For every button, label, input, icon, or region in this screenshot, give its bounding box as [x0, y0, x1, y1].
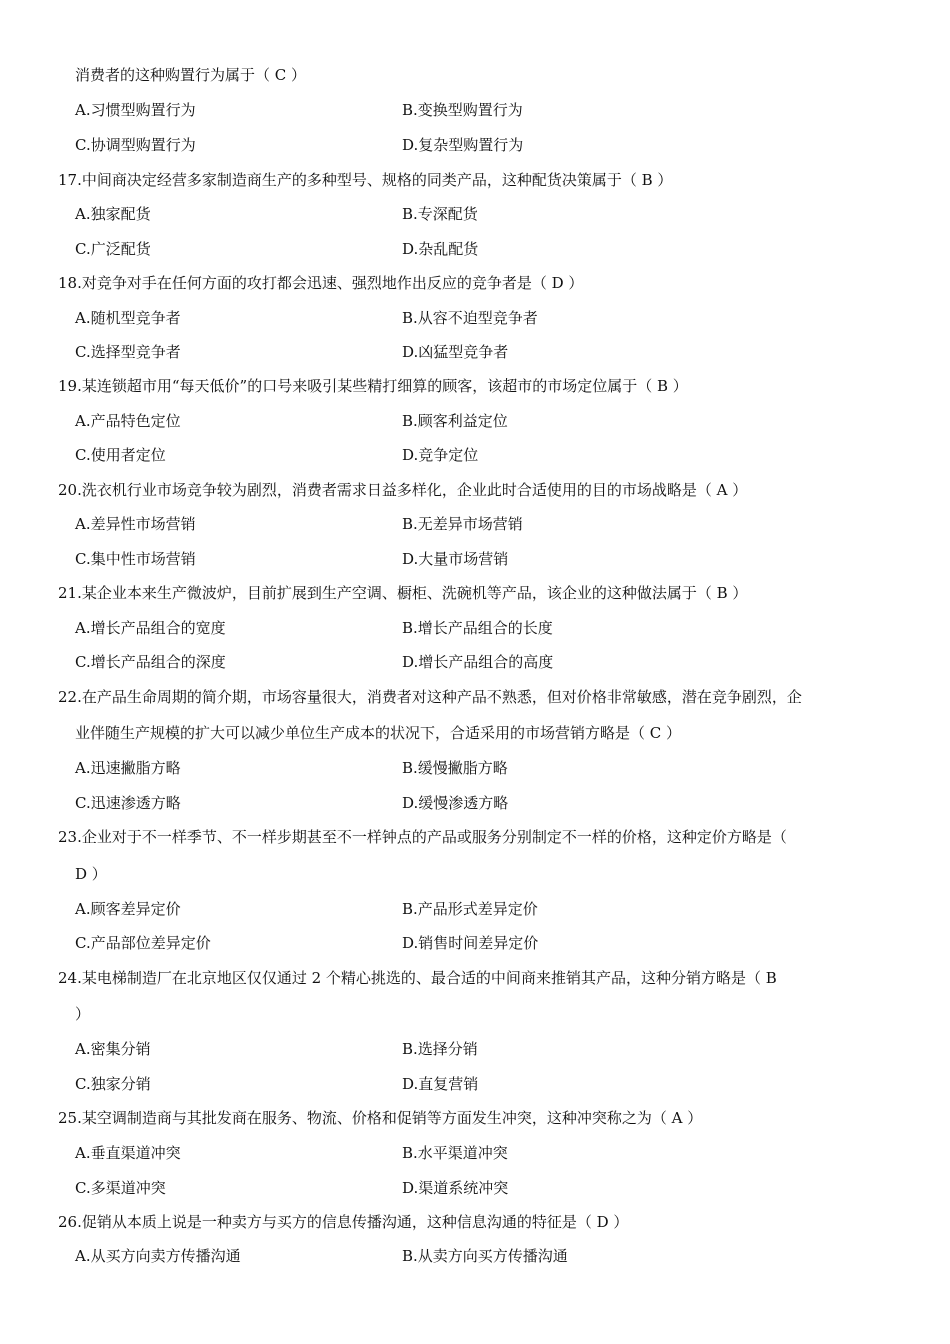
option-b: B.变换型购置行为 — [402, 101, 523, 119]
option-c: C.协调型购置行为 — [75, 136, 196, 154]
option-b: B.选择分销 — [402, 1040, 478, 1058]
option-d: D.销售时间差异定价 — [402, 934, 539, 952]
option-d: D.直复营销 — [402, 1075, 479, 1093]
option-d: D.缓慢渗透方略 — [402, 794, 509, 812]
option-a: A.习惯型购置行为 — [75, 101, 196, 119]
option-d: D.大量市场营销 — [402, 550, 509, 568]
question-24-continued: ） — [75, 1005, 91, 1023]
question-25: 25.某空调制造商与其批发商在服务、物流、价格和促销等方面发生冲突，这种冲突称之为（ A ） — [58, 1109, 703, 1127]
question-21: 21.某企业本来生产微波炉，目前扩展到生产空调、橱柜、洗碗机等产品，该企业的这种做法属于（ B ） — [58, 584, 748, 602]
option-b: B.从容不迫型竞争者 — [402, 309, 538, 327]
option-a: A.增长产品组合的宽度 — [75, 619, 226, 637]
option-b: B.顾客利益定位 — [402, 412, 508, 430]
option-a: A.随机型竞争者 — [75, 309, 181, 327]
option-d: D.杂乱配货 — [402, 240, 479, 258]
option-c: C.多渠道冲突 — [75, 1179, 166, 1197]
option-a: A.顾客差异定价 — [75, 900, 181, 918]
option-c: C.增长产品组合的深度 — [75, 653, 226, 671]
question-24: 24.某电梯制造厂在北京地区仅仅通过 2 个精心挑选的、最合适的中间商来推销其产品，这种分销方略是（ B — [58, 969, 777, 987]
option-a: A.产品特色定位 — [75, 412, 181, 430]
option-c: C.使用者定位 — [75, 446, 166, 464]
option-d: D.增长产品组合的高度 — [402, 653, 554, 671]
question-23: 23.企业对于不一样季节、不一样步期甚至不一样钟点的产品或服务分别制定不一样的价格，这种定价方略是（ — [58, 828, 787, 846]
option-a: A.独家配货 — [75, 205, 151, 223]
option-d: D.复杂型购置行为 — [402, 136, 524, 154]
option-a: A.从买方向卖方传播沟通 — [75, 1247, 241, 1265]
option-b: B.从卖方向买方传播沟通 — [402, 1247, 568, 1265]
option-a: A.垂直渠道冲突 — [75, 1144, 181, 1162]
option-c: C.广泛配货 — [75, 240, 151, 258]
question-18: 18.对竞争对手在任何方面的攻打都会迅速、强烈地作出反应的竞争者是（ D ） — [58, 274, 584, 292]
option-b: B.产品形式差异定价 — [402, 900, 538, 918]
option-c: C.产品部位差异定价 — [75, 934, 211, 952]
option-c: C.选择型竞争者 — [75, 343, 181, 361]
option-d: D.凶猛型竞争者 — [402, 343, 509, 361]
option-c: C.迅速渗透方略 — [75, 794, 181, 812]
option-c: C.独家分销 — [75, 1075, 151, 1093]
option-c: C.集中性市场营销 — [75, 550, 196, 568]
option-b: B.增长产品组合的长度 — [402, 619, 553, 637]
option-b: B.水平渠道冲突 — [402, 1144, 508, 1162]
question-23-continued: D ） — [75, 865, 107, 883]
question-20: 20.洗衣机行业市场竞争较为剧烈，消费者需求日益多样化，企业此时合适使用的目的市场战略是（ A ） — [58, 481, 748, 499]
question-26: 26.促销从本质上说是一种卖方与买方的信息传播沟通，这种信息沟通的特征是（ D ） — [58, 1213, 629, 1231]
option-a: A.密集分销 — [75, 1040, 151, 1058]
question-22-continued: 业伴随生产规模的扩大可以减少单位生产成本的状况下，合适采用的市场营销方略是（ C ） — [75, 724, 682, 742]
option-a: A.迅速撇脂方略 — [75, 759, 181, 777]
question-16-stem-end: 消费者的这种购置行为属于（ C ） — [75, 66, 307, 84]
option-b: B.缓慢撇脂方略 — [402, 759, 508, 777]
question-22: 22.在产品生命周期的简介期，市场容量很大，消费者对这种产品不熟悉，但对价格非常敏感，潜在竞争剧烈，企 — [58, 688, 802, 706]
option-d: D.渠道系统冲突 — [402, 1179, 509, 1197]
question-19: 19.某连锁超市用“每天低价”的口号来吸引某些精打细算的顾客，该超市的市场定位属于（ B ） — [58, 377, 688, 395]
option-d: D.竞争定位 — [402, 446, 479, 464]
option-b: B.无差异市场营销 — [402, 515, 523, 533]
question-17: 17.中间商决定经营多家制造商生产的多种型号、规格的同类产品，这种配货决策属于（ B ） — [58, 171, 673, 189]
option-b: B.专深配货 — [402, 205, 478, 223]
option-a: A.差异性市场营销 — [75, 515, 196, 533]
